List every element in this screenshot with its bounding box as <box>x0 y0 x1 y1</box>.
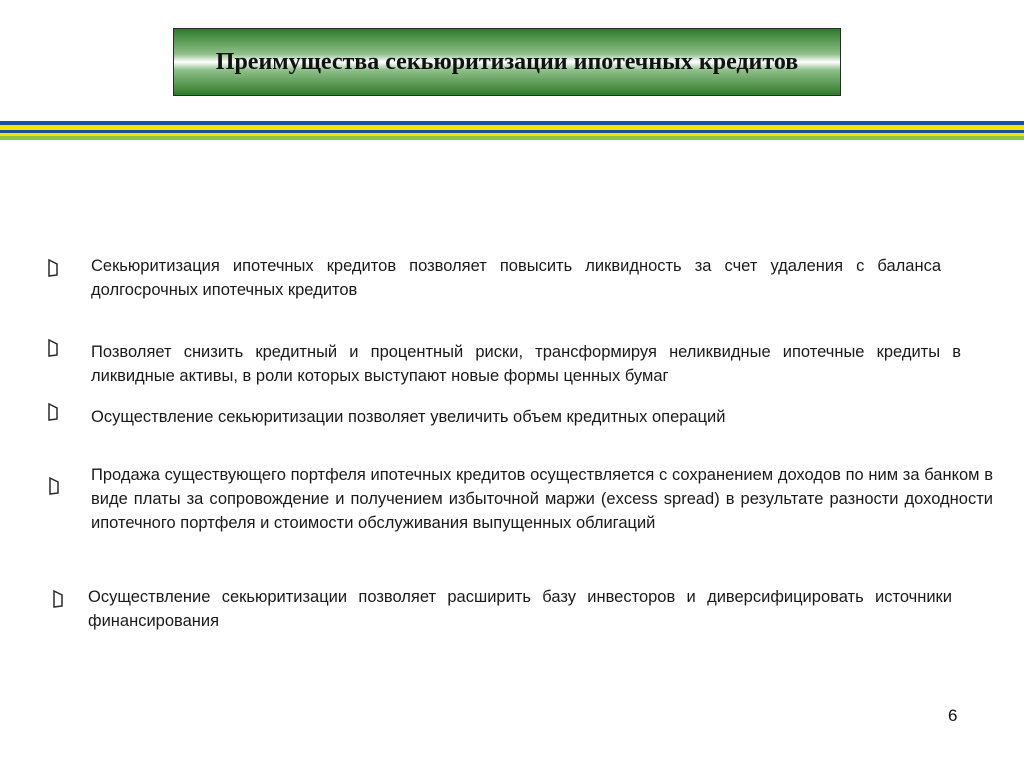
hook-bullet-icon <box>46 402 60 422</box>
hook-bullet-icon <box>46 258 60 278</box>
bullet-text: Осуществление секьюритизации позволяет расширить базу инвесторов и диверсифицировать источники финансирования <box>88 588 952 630</box>
bullet-text: Позволяет снизить кредитный и процентный риски, трансформируя неликвидные ипотечные кредиты в ликвидные активы, в роли которых выступают новые формы ценных бумаг <box>91 343 961 385</box>
decorative-stripes <box>0 121 1024 140</box>
bullet-text: Продажа существующего портфеля ипотечных кредитов осуществляется с сохранением доходов по ним за банком в виде платы за сопровождение и получением избыточной маржи (excess spread) в результате разности доходности ипотечного портфеля и стоимости обслуживания выпущенных облигаций <box>91 466 993 532</box>
slide-title-box <box>173 28 841 96</box>
stripe-green <box>0 136 1024 140</box>
bullet-text: Осуществление секьюритизации позволяет увеличить объем кредитных операций <box>91 408 726 426</box>
slide-title: Преимущества секьюритизации ипотечных кредитов <box>215 48 799 75</box>
page-number: 6 <box>948 706 958 725</box>
hook-bullet-icon <box>51 589 65 609</box>
hook-bullet-icon <box>47 476 61 496</box>
hook-bullet-icon <box>46 338 60 358</box>
bullet-text: Секьюритизация ипотечных кредитов позволяет повысить ликвидность за счет удаления с баланса долгосрочных ипотечных кредитов <box>91 257 941 299</box>
